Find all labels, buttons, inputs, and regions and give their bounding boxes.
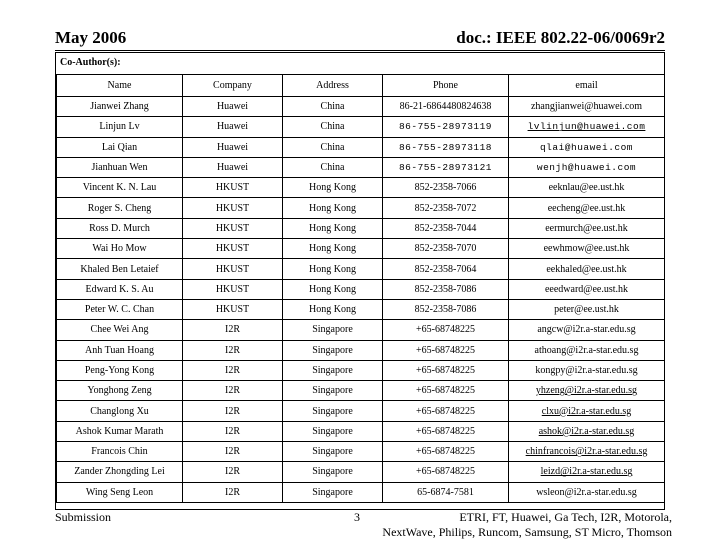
table-row [57,299,665,319]
cell-company: Huawei [183,157,283,177]
cell-phone: 852-2358-7044 [383,218,509,238]
footer-page-number: 3 [354,510,360,524]
cell-company: HKUST [183,198,283,218]
cell-email: athoang@i2r.a-star.edu.sg [509,340,665,360]
table-row [57,340,665,360]
cell-company: I2R [183,421,283,441]
cell-email: kongpy@i2r.a-star.edu.sg [509,360,665,380]
cell-address: Singapore [283,462,383,482]
cell-email: eewhmow@ee.ust.hk [509,239,665,259]
cell-address: Singapore [283,360,383,380]
cell-email: angcw@i2r.a-star.edu.sg [509,320,665,340]
table-row [57,279,665,299]
cell-address: China [283,97,383,117]
table-row [57,462,665,482]
cell-email: eermurch@ee.ust.hk [509,218,665,238]
cell-email[interactable]: leizd@i2r.a-star.edu.sg [509,462,665,482]
cell-phone: +65-68748225 [383,360,509,380]
footer-submission: Submission [55,510,112,524]
cell-phone: 852-2358-7070 [383,239,509,259]
cell-company: I2R [183,340,283,360]
cell-address: Singapore [283,381,383,401]
cell-name: Wai Ho Mow [57,239,183,259]
cell-address: Singapore [283,482,383,502]
table-row [57,360,665,380]
footer-affiliations-line1: ETRI, FT, Huawei, Ga Tech, I2R, Motorola, [459,510,672,524]
cell-phone: +65-68748225 [383,421,509,441]
table-row [57,442,665,462]
table-header-row [57,75,665,97]
table-row [57,239,665,259]
footer-affiliations-line2: NextWave, Philips, Runcom, Samsung, ST Micro, Thomson [382,525,672,539]
cell-name: Anh Tuan Hoang [57,340,183,360]
table-row [57,137,665,157]
cell-email[interactable]: ashok@i2r.a-star.edu.sg [509,421,665,441]
cell-email: peter@ee.ust.hk [509,299,665,319]
cell-name: Ross D. Murch [57,218,183,238]
table-row [57,401,665,421]
cell-email: eekhaled@ee.ust.hk [509,259,665,279]
cell-address: Singapore [283,421,383,441]
table-row [57,259,665,279]
cell-phone: +65-68748225 [383,381,509,401]
cell-email: wenjh@huawei.com [509,157,665,177]
cell-phone: 86-755-28973121 [383,157,509,177]
cell-company: HKUST [183,259,283,279]
cell-name: Edward K. S. Au [57,279,183,299]
cell-name: Vincent K. N. Lau [57,178,183,198]
table-row [57,482,665,502]
column-header-address: Address [283,75,383,97]
cell-phone: +65-68748225 [383,462,509,482]
cell-email: eeknlau@ee.ust.hk [509,178,665,198]
cell-address: Hong Kong [283,178,383,198]
cell-address: Singapore [283,320,383,340]
cell-name: Ashok Kumar Marath [57,421,183,441]
table-row [57,198,665,218]
table-row [57,157,665,177]
cell-email: eeedward@ee.ust.hk [509,279,665,299]
cell-name: Jianwei Zhang [57,97,183,117]
cell-phone: 852-2358-7066 [383,178,509,198]
coauthor-table [56,74,665,503]
cell-phone: 65-6874-7581 [383,482,509,502]
cell-email: wsleon@i2r.a-star.edu.sg [509,482,665,502]
cell-phone: +65-68748225 [383,401,509,421]
cell-phone: 86-21-6864480824638 [383,97,509,117]
cell-name: Jianhuan Wen [57,157,183,177]
cell-company: I2R [183,320,283,340]
cell-name: Wing Seng Leon [57,482,183,502]
cell-address: Singapore [283,442,383,462]
cell-address: China [283,157,383,177]
cell-company: I2R [183,360,283,380]
cell-name: Peng-Yong Kong [57,360,183,380]
coauthors-label: Co-Author(s): [60,57,121,68]
table-row [57,97,665,117]
cell-name: Francois Chin [57,442,183,462]
cell-email[interactable]: lvlinjun@huawei.com [509,117,665,137]
cell-phone: 86-755-28973119 [383,117,509,137]
cell-company: Huawei [183,137,283,157]
cell-name: Chee Wei Ang [57,320,183,340]
cell-name: Yonghong Zeng [57,381,183,401]
header-doc-id: doc.: IEEE 802.22-06/0069r2 [456,28,665,47]
cell-phone: +65-68748225 [383,320,509,340]
cell-address: China [283,117,383,137]
cell-phone: 852-2358-7072 [383,198,509,218]
cell-phone: 852-2358-7086 [383,299,509,319]
table-row [57,178,665,198]
header-date: May 2006 [55,28,127,47]
cell-address: Hong Kong [283,218,383,238]
cell-address: Hong Kong [283,239,383,259]
cell-name: Roger S. Cheng [57,198,183,218]
cell-company: HKUST [183,239,283,259]
cell-company: I2R [183,442,283,462]
cell-name: Linjun Lv [57,117,183,137]
table-row [57,218,665,238]
header-rule [55,50,665,51]
cell-address: China [283,137,383,157]
cell-name: Peter W. C. Chan [57,299,183,319]
cell-address: Singapore [283,340,383,360]
cell-company: I2R [183,462,283,482]
table-row [57,117,665,137]
cell-company: HKUST [183,178,283,198]
cell-company: I2R [183,482,283,502]
footer-affiliations [382,510,672,540]
cell-name: Zander Zhongding Lei [57,462,183,482]
cell-company: HKUST [183,279,283,299]
cell-company: I2R [183,401,283,421]
cell-address: Hong Kong [283,299,383,319]
cell-phone: 852-2358-7086 [383,279,509,299]
cell-phone: 86-755-28973118 [383,137,509,157]
cell-company: Huawei [183,117,283,137]
column-header-name: Name [57,75,183,97]
cell-email[interactable]: chinfrancois@i2r.a-star.edu.sg [509,442,665,462]
cell-email: eecheng@ee.ust.hk [509,198,665,218]
cell-phone: +65-68748225 [383,340,509,360]
table-body [57,97,665,503]
column-header-email: email [509,75,665,97]
table-row [57,421,665,441]
cell-phone: +65-68748225 [383,442,509,462]
cell-address: Hong Kong [283,279,383,299]
cell-email: qlai@huawei.com [509,137,665,157]
cell-company: Huawei [183,97,283,117]
column-header-phone: Phone [383,75,509,97]
cell-name: Changlong Xu [57,401,183,421]
cell-email[interactable]: clxu@i2r.a-star.edu.sg [509,401,665,421]
cell-name: Lai Qian [57,137,183,157]
cell-phone: 852-2358-7064 [383,259,509,279]
cell-email[interactable]: yhzeng@i2r.a-star.edu.sg [509,381,665,401]
cell-address: Hong Kong [283,259,383,279]
cell-address: Singapore [283,401,383,421]
cell-email: zhangjianwei@huawei.com [509,97,665,117]
cell-company: HKUST [183,299,283,319]
cell-company: I2R [183,381,283,401]
cell-name: Khaled Ben Letaief [57,259,183,279]
table-row [57,381,665,401]
column-header-company: Company [183,75,283,97]
cell-address: Hong Kong [283,198,383,218]
table-row [57,320,665,340]
cell-company: HKUST [183,218,283,238]
